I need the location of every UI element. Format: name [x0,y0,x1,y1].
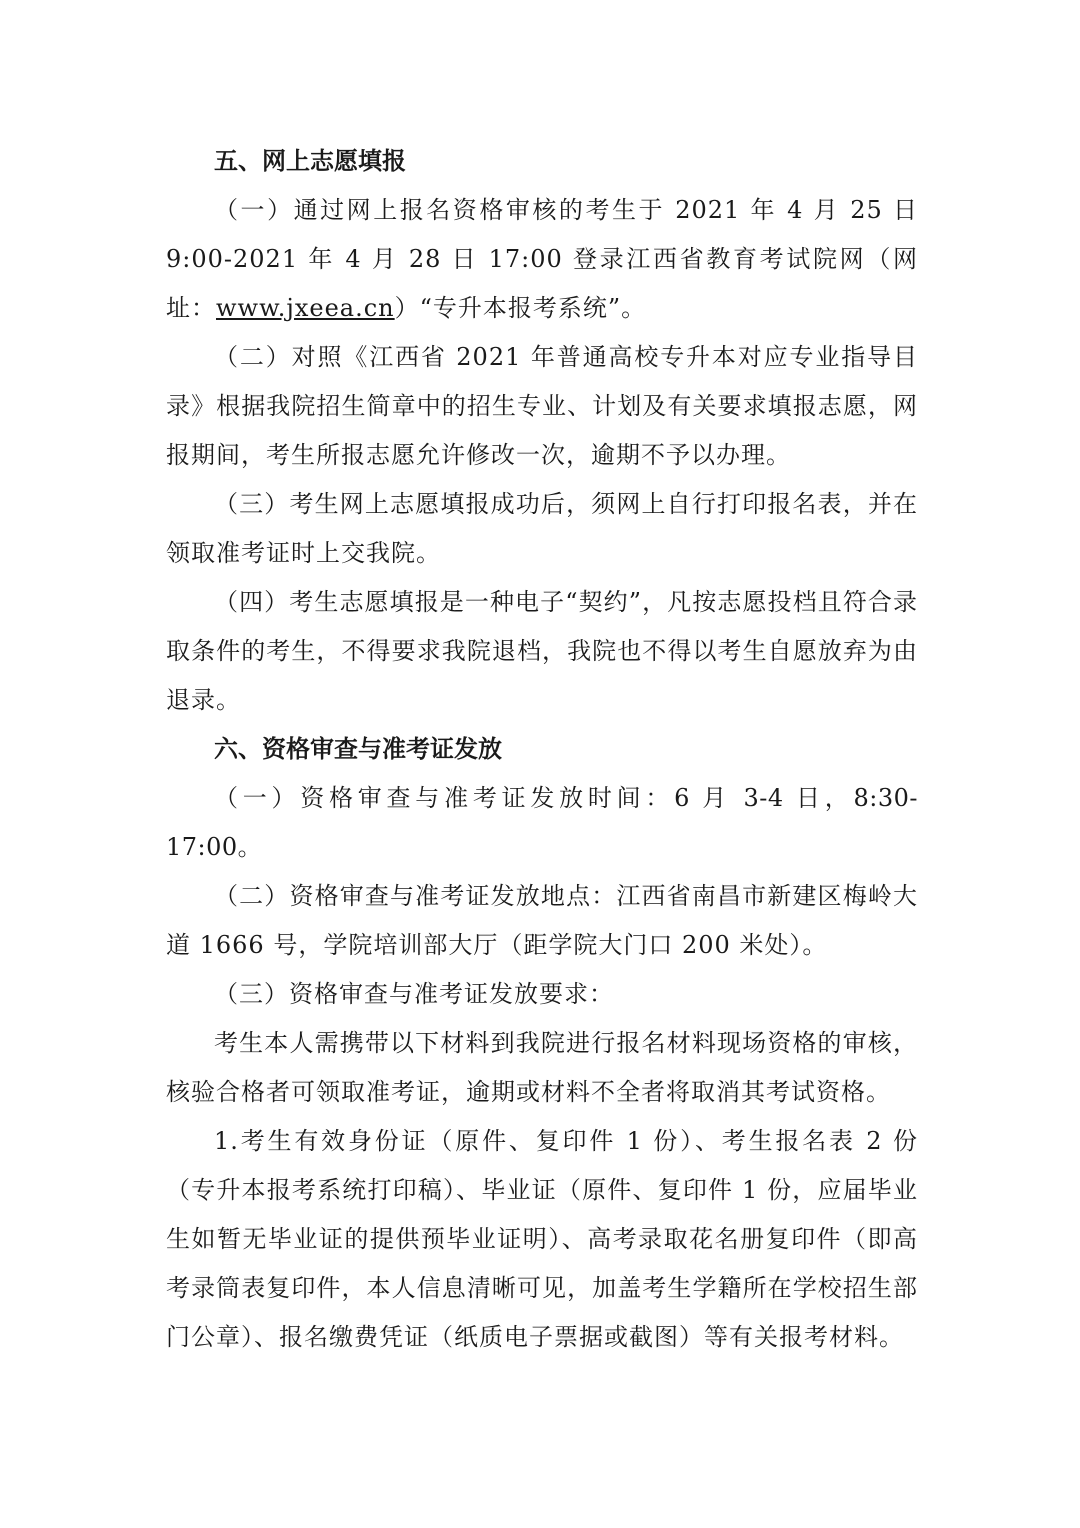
section-heading-qualification-review: 六、资格审查与准考证发放 [214,735,502,763]
paragraph-review-requirements: （三）资格审查与准考证发放要求： [214,980,614,1008]
paragraph-contract: （四）考生志愿填报是一种电子“契约”，凡按志愿投档且符合录取条件的考生，不得要求我院退档，我院也不得以考生自愿放弃为由退录。 [166,588,918,714]
paragraph-text: ）“专升本报考系统”。 [394,294,647,322]
paragraph-print-form: （三）考生网上志愿填报成功后，须网上自行打印报名表，并在领取准考证时上交我院。 [166,490,918,567]
website-link[interactable]: www.jxeea.cn [216,294,395,322]
paragraph-major-guide: （二）对照《江西省 2021 年普通高校专升本对应专业指导目录》根据我院招生简章中的招生专业、计划及有关要求填报志愿，网报期间，考生所报志愿允许修改一次，逾期不予以办理。 [166,343,918,469]
paragraph-review-time: （一）资格审查与准考证发放时间：6 月 3-4 日，8:30-17:00。 [166,784,918,861]
paragraph-text: （一）通过网上报名资格审核的考生于 2021 年 4 月 25 日 9:00-2021 年 4 月 28 日 17:00 登录江西省教育考试院网（网址： [166,196,918,322]
paragraph-review-location: （二）资格审查与准考证发放地点：江西省南昌市新建区梅岭大道 1666 号，学院培训部大厅（距学院大门口 200 米处）。 [166,882,918,959]
paragraph-online-registration-time [166,186,918,333]
paragraph-materials-intro: 考生本人需携带以下材料到我院进行报名材料现场资格的审核，核验合格者可领取准考证，逾期或材料不全者将取消其考试资格。 [166,1029,918,1106]
paragraph-materials-list: 1.考生有效身份证（原件、复印件 1 份）、考生报名表 2 份（专升本报考系统打印稿）、毕业证（原件、复印件 1 份，应届毕业生如暂无毕业证的提供预毕业证明）、高考录取花名册复印件（即高考录筒表复印件，本人信息清晰可见，加盖考生学籍所在学校招生部门公章）、报名缴费凭证（纸质电子票据或截图）等有关报考材料。 [166,1127,918,1351]
section-heading-online-application: 五、网上志愿填报 [214,147,406,175]
document-body [166,137,918,1362]
